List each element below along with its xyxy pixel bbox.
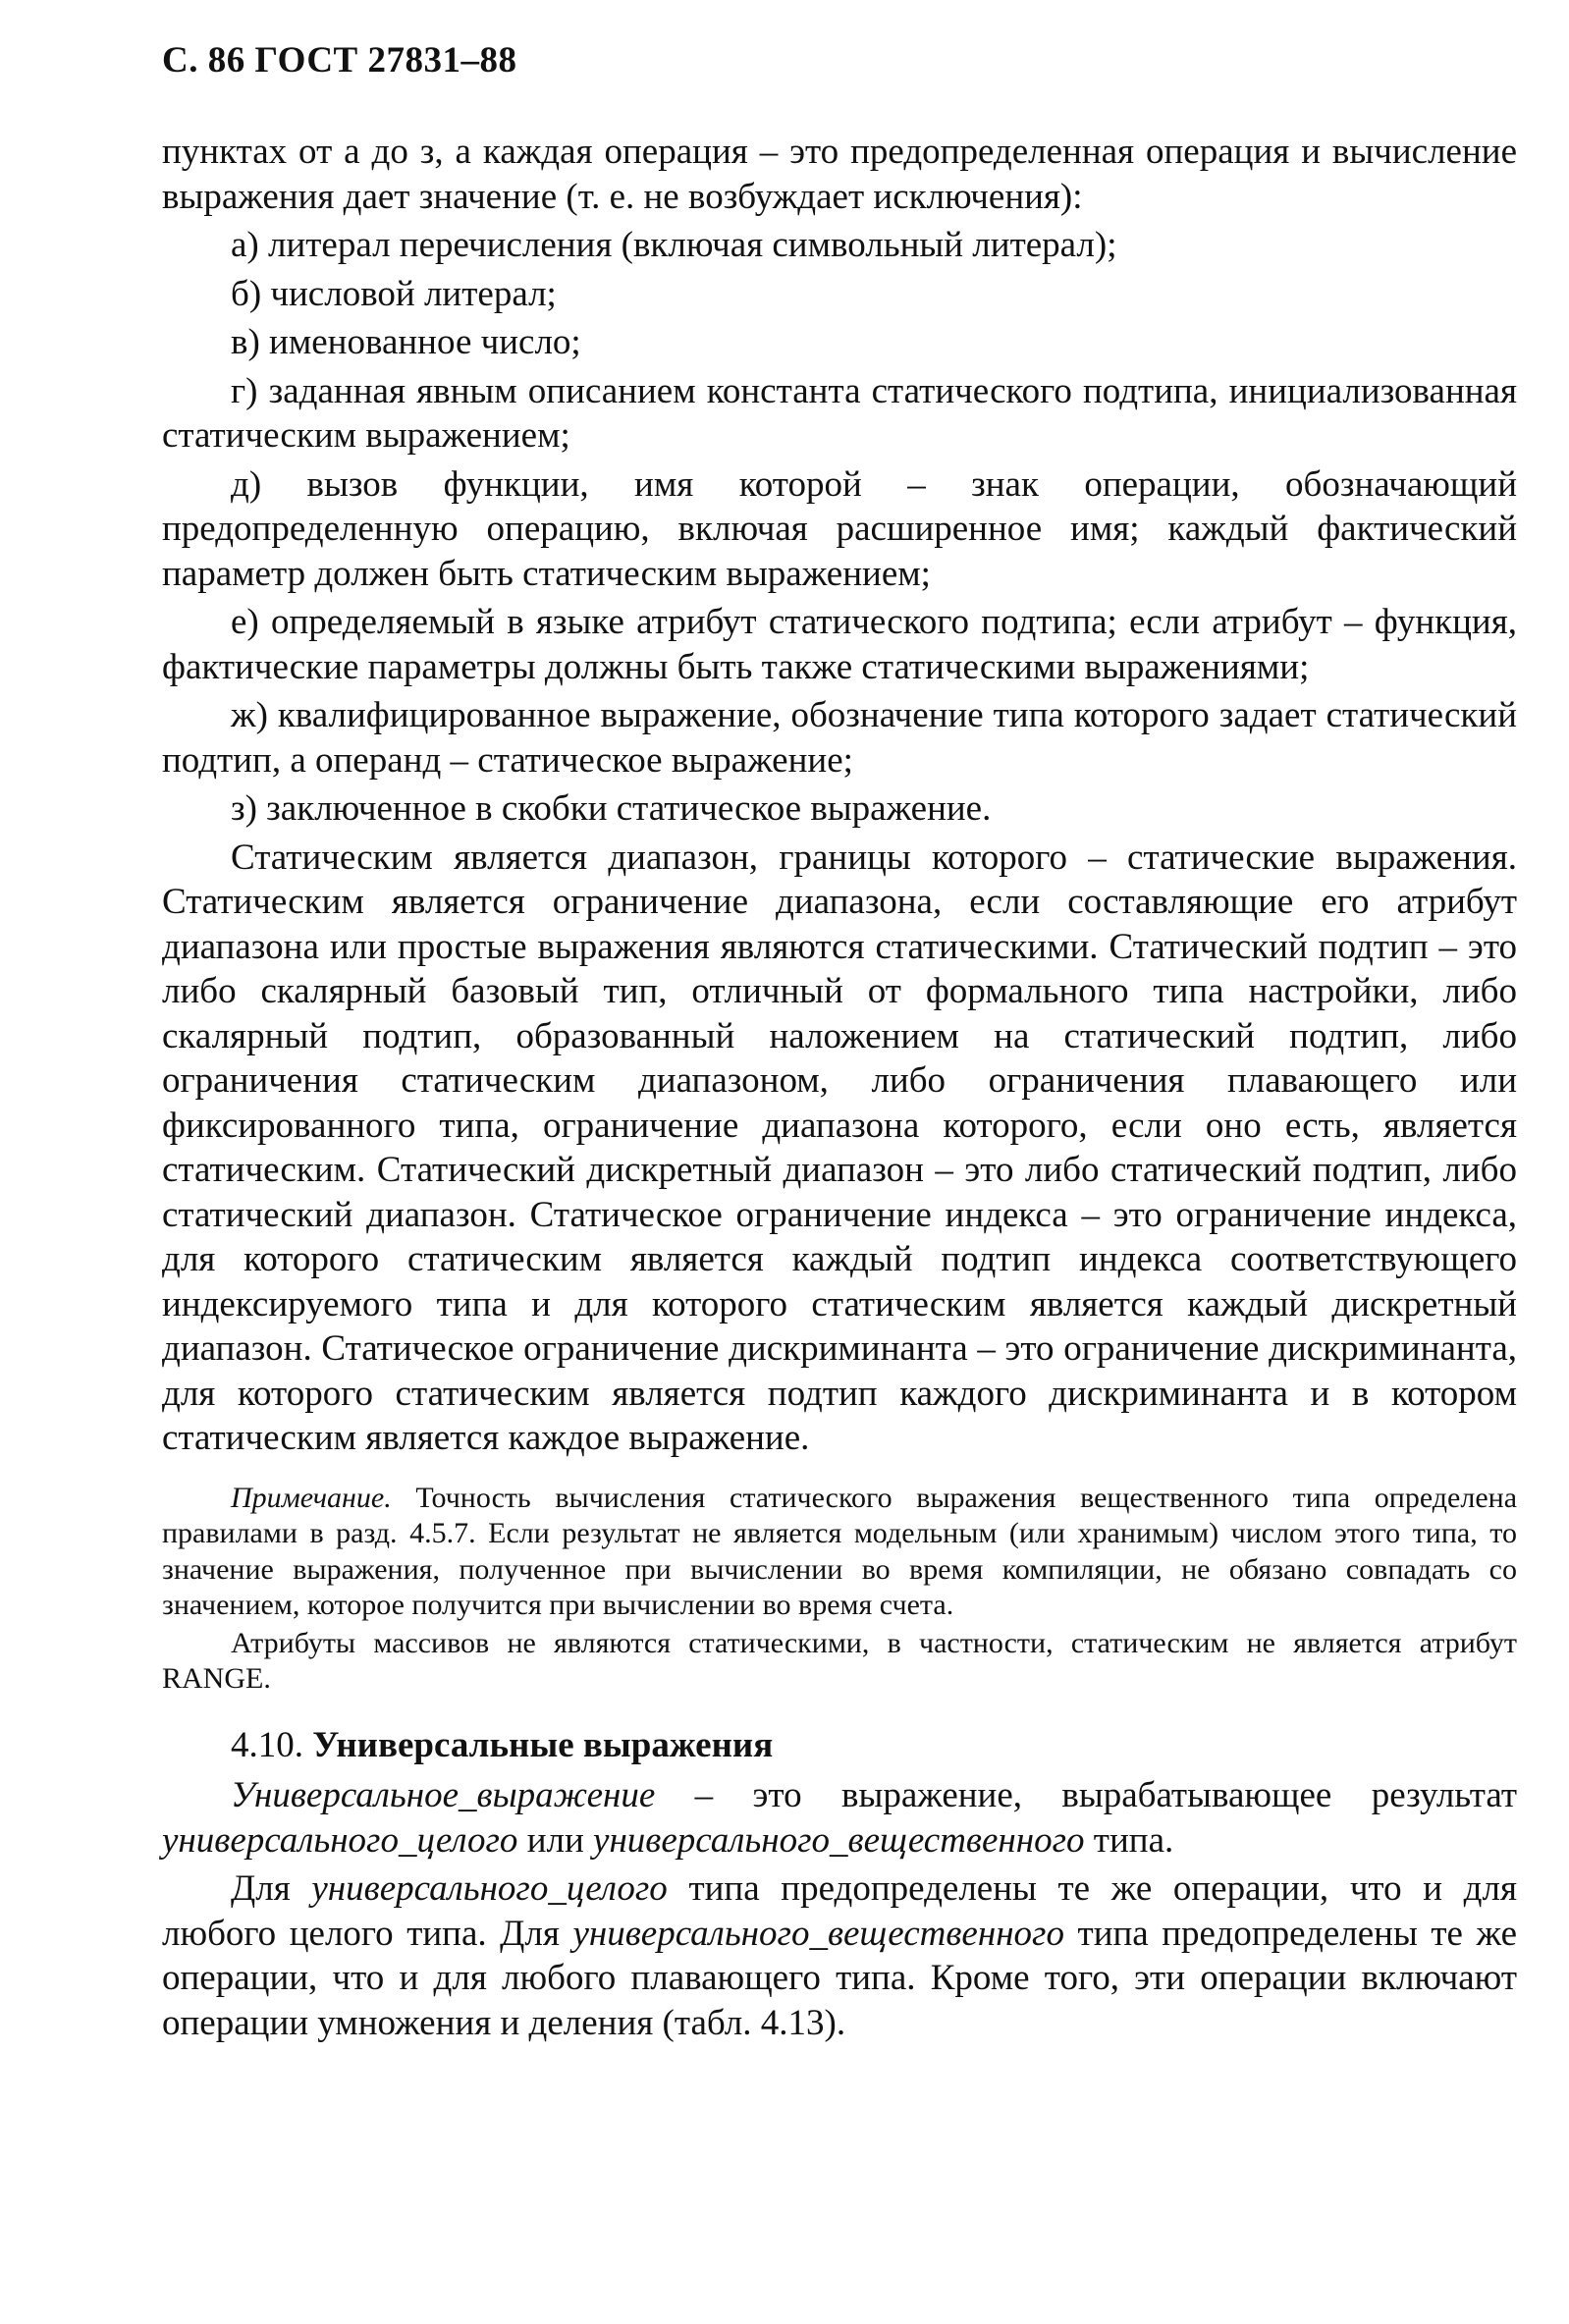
text-span: Для: [231, 1868, 312, 1909]
term-universal-expression: Универсальное_выражение: [231, 1775, 656, 1815]
text-span: типа предопределены те же операции, что и для любого целого типа. Для: [162, 1868, 1517, 1954]
term-universal-integer: универсального_целого: [162, 1819, 518, 1861]
text-span: или: [517, 1819, 594, 1861]
note-label: Примечание.: [231, 1481, 392, 1514]
text-span: – это выражение, вырабатывающее результат: [655, 1775, 1517, 1815]
text-span: типа предопределены те же операции, что и для любого плавающего типа. Кроме того, эти операции включают операции умножения и деления (табл. 4.13).: [162, 1913, 1518, 2043]
page-header: С. 86 ГОСТ 27831–88: [162, 40, 517, 81]
section-paragraph-1: [162, 1773, 1517, 1863]
text-span: типа.: [1084, 1819, 1174, 1861]
list-item-e: е) определяемый в языке атрибут статического подтипа; если атрибут – функция, фактические параметры должны быть также статическими выражениями;: [162, 602, 1517, 687]
note-text-1: Точность вычисления статического выражения вещественного типа определена правилами в разд. 4.5.7. Если результат не является модельным (или хранимым) числом этого типа, то значение выражения, полученное при вычислении во время компиляции, не обязано совпадать со значением, которое получится при вычислении во время счета.: [162, 1481, 1518, 1621]
list-item-a: а) литерал перечисления (включая символьный литерал);: [231, 225, 1117, 265]
list-item-z: з) заключенное в скобки статическое выражение.: [231, 788, 992, 829]
list-item-zh: ж) квалифицированное выражение, обозначение типа которого задает статический подтип, а операнд – статическое выражение;: [162, 695, 1517, 781]
list-item-d: д) вызов функции, имя которой – знак операции, обозначающий предопределенную операцию, включая расширенное имя; каждый фактический параметр должен быть статическим выражением;: [162, 463, 1517, 594]
page-body: [162, 130, 1517, 2049]
list-item-g: г) заданная явным описанием константа статического подтипа, инициализованная статическим выражением;: [162, 370, 1517, 456]
section-heading: [162, 1723, 1517, 1768]
section-number: 4.10.: [231, 1724, 303, 1765]
note-block: [162, 1481, 1517, 1698]
list-item-v: в) именованное число;: [231, 322, 581, 362]
section-title: Универсальные выражения: [312, 1724, 774, 1765]
term-universal-real: универсального_вещественного: [593, 1819, 1085, 1861]
note-paragraph-2: Атрибуты массивов не являются статическими, в частности, статическим не является атрибут RANGE.: [162, 1626, 1517, 1695]
term-universal-integer: универсального_целого: [311, 1868, 668, 1909]
term-universal-real: универсального_вещественного: [572, 1913, 1064, 1954]
paragraph-continuation: пунктах от а до з, а каждая операция – это предопределенная операция и вычисление выражения дает значение (т. е. не возбуждает исключения):: [162, 132, 1517, 217]
note-paragraph-1: [162, 1481, 1517, 1624]
section-paragraph-2: [162, 1866, 1517, 2045]
paragraph-static-range: Статическим является диапазон, границы которого – статические выражения. Статическим является ограничение диапазона, если составляющие его атрибут диапазона или простые выражения являются статическими. Статический подтип – это либо скалярный базовый тип, отличный от формального типа настройки, либо скалярный подтип, образованный наложением на статический подтип, либо ограничения статическим диапазоном, либо ограничения плавающего или фиксированного типа, ограничение диапазона которого, если оно есть, является статическим. Статический дискретный диапазон – это либо статический подтип, либо статический диапазон. Статическое ограничение индекса – это ограничение индекса, для которого статическим является каждый подтип индекса соответствующего индексируемого типа и для которого статическим является каждый дискретный диапазон. Статическое ограничение дискриминанта – это ограничение дискриминанта, для которого статическим является подтип каждого дискриминанта и в котором статическим является каждое выражение.: [162, 837, 1517, 1458]
list-item-b: б) числовой литерал;: [231, 273, 557, 314]
